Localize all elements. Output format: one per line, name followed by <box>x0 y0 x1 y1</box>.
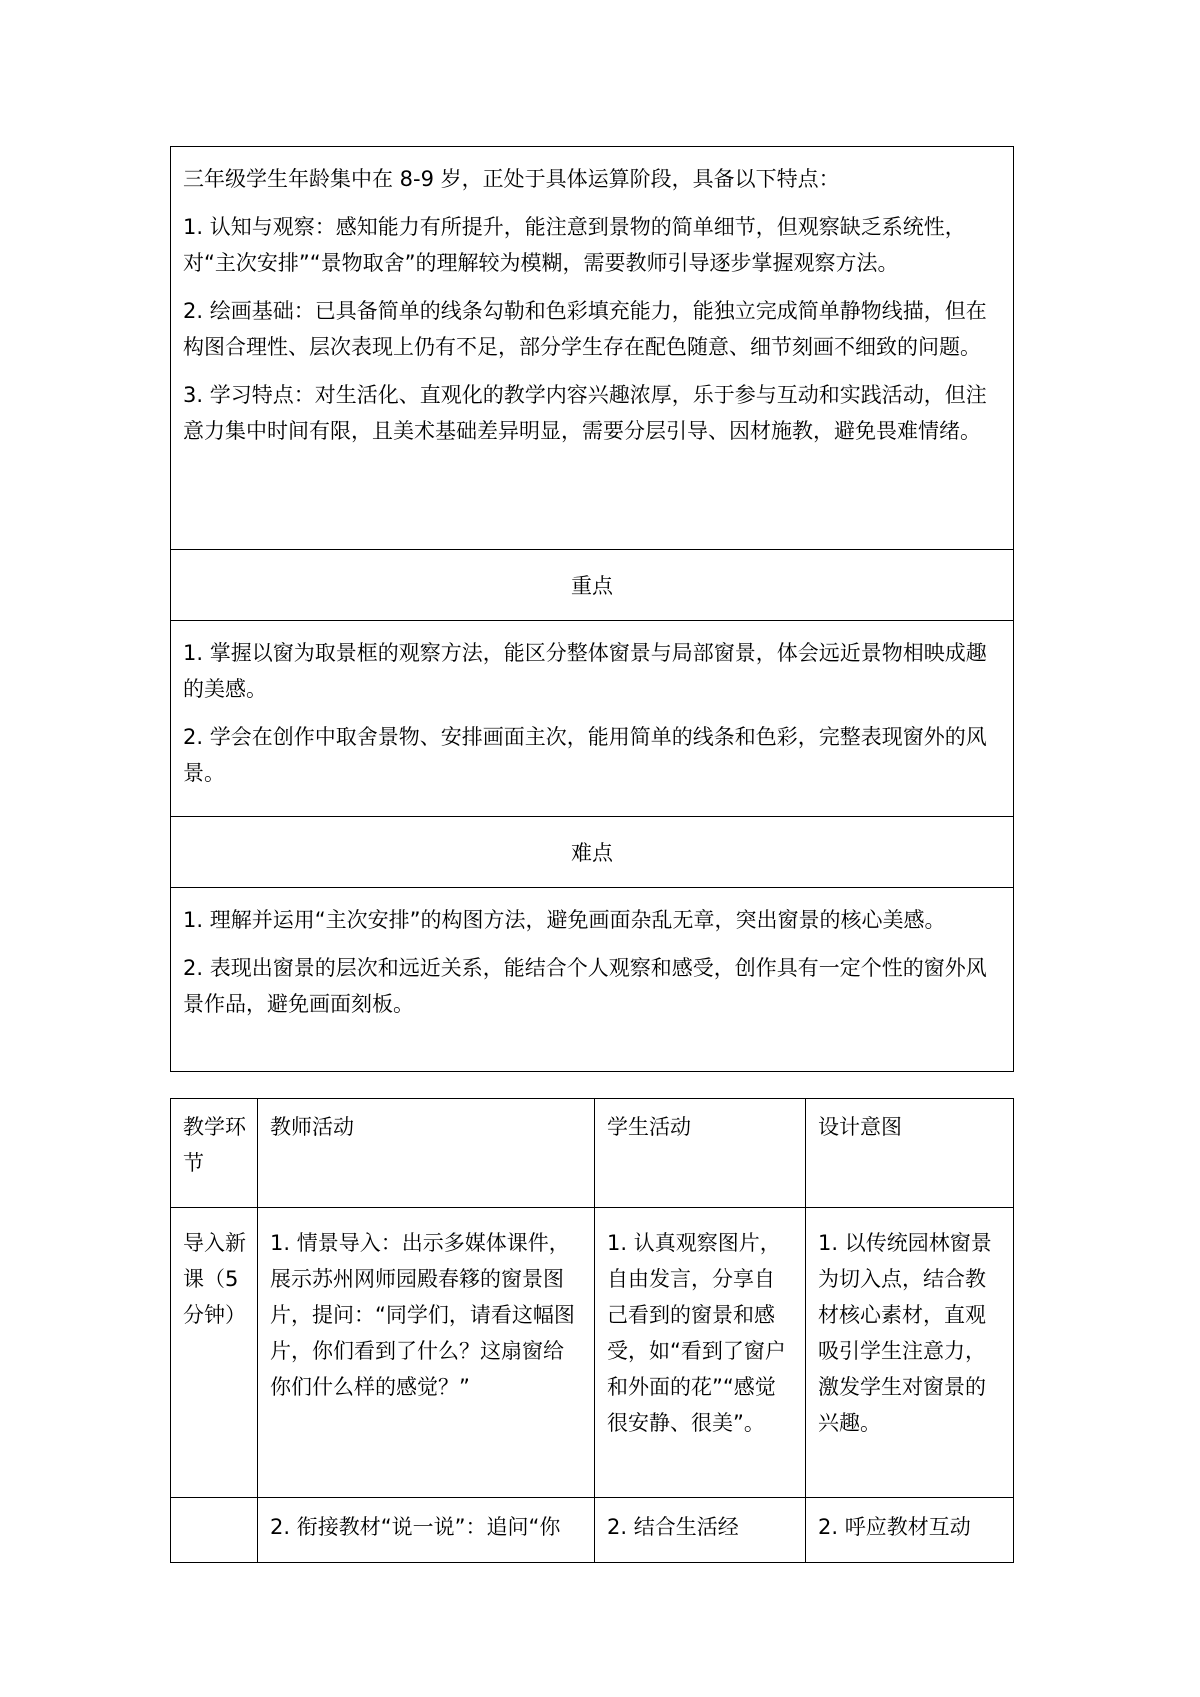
student-analysis-point: 2. 绘画基础：已具备简单的线条勾勒和色彩填充能力，能独立完成简单静物线描，但在构图合理性、层次表现上仍有不足，部分学生存在配色随意、细节刻画不细致的问题。 <box>183 299 987 359</box>
difficulties-section <box>171 887 1013 1071</box>
student-analysis-point: 1. 认知与观察：感知能力有所提升，能注意到景物的简单细节，但观察缺乏系统性，对“主次安排”“景物取舍”的理解较为模糊，需要教师引导逐步掌握观察方法。 <box>183 215 966 275</box>
difficulty-item: 2. 表现出窗景的层次和远近关系，能结合个人观察和感受，创作具有一定个性的窗外风景作品，避免画面刻板。 <box>183 956 987 1016</box>
teaching-process-table <box>170 1098 1014 1563</box>
header-cell-student: 学生活动 <box>594 1099 805 1207</box>
header-cell-stage: 教学环节 <box>183 1115 246 1175</box>
student-analysis-point: 3. 学习特点：对生活化、直观化的教学内容兴趣浓厚，乐于参与互动和实践活动，但注意力集中时间有限，且美术基础差异明显，需要分层引导、因材施教，避免畏难情绪。 <box>183 383 987 443</box>
student-activity-cell: 2. 结合生活经 <box>594 1497 805 1562</box>
stage-cell <box>171 1497 257 1562</box>
key-points-heading: 重点 <box>171 549 1013 620</box>
stage-cell: 导入新课（5分钟） <box>171 1207 257 1497</box>
teacher-activity-cell: 2. 衔接教材“说一说”：追问“你 <box>257 1497 594 1562</box>
design-intent-cell: 1. 以传统园林窗景为切入点，结合教材核心素材，直观吸引学生注意力，激发学生对窗景的兴趣。 <box>805 1207 1013 1497</box>
key-point-item: 1. 掌握以窗为取景框的观察方法，能区分整体窗景与局部窗景，体会远近景物相映成趣的美感。 <box>183 641 987 701</box>
header-cell-intent: 设计意图 <box>805 1099 1013 1207</box>
student-analysis-intro: 三年级学生年龄集中在 8-9 岁，正处于具体运算阶段，具备以下特点： <box>183 167 840 191</box>
student-activity-cell: 1. 认真观察图片，自由发言，分享自己看到的窗景和感受，如“看到了窗户和外面的花”“感觉很安静、很美”。 <box>594 1207 805 1497</box>
difficulties-heading: 难点 <box>171 816 1013 887</box>
analysis-table <box>170 146 1014 1072</box>
key-point-item: 2. 学会在创作中取舍景物、安排画面主次，能用简单的线条和色彩，完整表现窗外的风景。 <box>183 725 987 785</box>
teacher-activity-cell: 1. 情景导入：出示多媒体课件，展示苏州网师园殿春簃的窗景图片，提问：“同学们，请看这幅图片，你们看到了什么？这扇窗给你们什么样的感觉？” <box>257 1207 594 1497</box>
header-cell-teacher: 教师活动 <box>257 1099 594 1207</box>
design-intent-cell: 2. 呼应教材互动 <box>805 1497 1013 1562</box>
student-analysis-section <box>171 147 1013 549</box>
key-points-section <box>171 620 1013 816</box>
difficulty-item: 1. 理解并运用“主次安排”的构图方法，避免画面杂乱无章，突出窗景的核心美感。 <box>183 908 946 932</box>
